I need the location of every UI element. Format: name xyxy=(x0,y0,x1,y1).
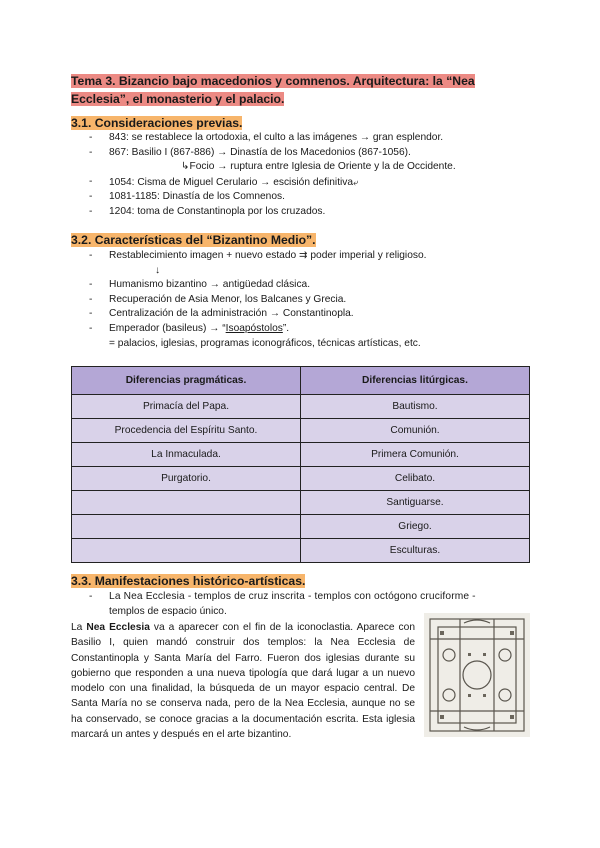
table-cell: Griego. xyxy=(301,515,530,539)
para-body: va a aparecer con el fin de la iconoclastia. Aparece con Basilio I, quien mandó construir dos templos: la Nea Ecclesia de Constantinopla y Santa María del Farro. Fueron dos iglesias durante su gobierno que responden a una nueva tipología que dará lugar a un nuevo modelo con una finalidad, la búsqueda de un mayor espacio central. De Santa María no se conserva nada, pero de la Nea Ecclesia, aunque no se ha conservado, se conoce gracias a la documentación escrita. Esta iglesia marcará un antes y después en el arte bizantino. xyxy=(71,622,415,741)
list-item: - 1204: toma de Constantinopla por los cruzados. xyxy=(71,205,531,220)
table-row xyxy=(72,539,530,563)
list-item: - Recuperación de Asia Menor, los Balcanes y Grecia. xyxy=(71,293,531,308)
section-3-1-list xyxy=(71,131,531,220)
table-header-pragmatic: Diferencias pragmáticas. xyxy=(72,367,301,395)
section-3-2-list xyxy=(71,249,531,351)
table-cell xyxy=(72,515,301,539)
list-continuation: = palacios, iglesias, programas iconográficos, técnicas artísticas, etc. xyxy=(109,337,421,349)
differences-table xyxy=(71,366,530,563)
table-cell: Celibato. xyxy=(301,467,530,491)
title-line-2: Ecclesia”, el monasterio y el palacio. xyxy=(71,92,285,106)
list-item: - Centralización de la administración → Constantinopla. xyxy=(71,307,531,322)
return-arrow-icon: ⤶ xyxy=(353,176,359,187)
table-row xyxy=(72,395,530,419)
list-continuation: templos de espacio único. xyxy=(109,605,227,617)
list-item xyxy=(71,322,531,337)
table-header-liturgical: Diferencias litúrgicas. xyxy=(301,367,530,395)
floor-plan-drawing xyxy=(424,613,530,737)
list-item: - La Nea Ecclesia - templos de cruz inscrita - templos con octógono cruciforme - xyxy=(71,590,531,605)
list-item xyxy=(71,175,531,191)
section-heading-3-2 xyxy=(71,233,316,248)
table-cell: Comunión. xyxy=(301,419,530,443)
table-cell: Primera Comunión. xyxy=(301,443,530,467)
down-arrow-icon: ↓ xyxy=(155,264,161,276)
table-cell xyxy=(72,539,301,563)
list-item-text: 1054: Cisma de Miguel Cerulario → escisión definitiva xyxy=(109,176,354,188)
section-heading-3-1 xyxy=(71,116,242,131)
table-cell: La Inmaculada. xyxy=(72,443,301,467)
floor-plan-image xyxy=(424,613,530,737)
list-item: - Restablecimiento imagen + nuevo estado ⇉ poder imperial y religioso. xyxy=(71,249,531,264)
table-header-row xyxy=(72,367,530,395)
table-cell: Bautismo. xyxy=(301,395,530,419)
section-heading-3-1-text: 3.1. Consideraciones previas. xyxy=(71,116,243,130)
section-heading-3-3-text: 3.3. Manifestaciones histórico-artísticas. xyxy=(71,574,306,588)
section-heading-3-2-text: 3.2. Características del “Bizantino Medio”. xyxy=(71,233,316,247)
title-line-1: Tema 3. Bizancio bajo macedonios y comnenos. Arquitectura: la “Nea xyxy=(71,74,475,88)
isoapostolos-term: Isoapóstolos xyxy=(225,322,283,334)
list-subitem: ↳Focio → ruptura entre Iglesia de Oriente y la de Occidente. xyxy=(181,161,456,173)
list-item: - 843: se restablece la ortodoxia, el culto a las imágenes → gran esplendor. xyxy=(71,131,531,146)
table-cell: Esculturas. xyxy=(301,539,530,563)
table-row xyxy=(72,419,530,443)
list-item-text-end: ”. xyxy=(282,322,290,334)
page-title xyxy=(71,72,529,108)
list-item: - 867: Basilio I (867-886) → Dinastía de los Macedonios (867-1056). xyxy=(71,146,531,161)
table-cell: Purgatorio. xyxy=(72,467,301,491)
list-item: - 1081-1185: Dinastía de los Comnenos. xyxy=(71,190,531,205)
table-cell: Procedencia del Espíritu Santo. xyxy=(72,419,301,443)
table-cell xyxy=(72,491,301,515)
para-bold-term: Nea Ecclesia xyxy=(86,622,150,633)
para-lead: La xyxy=(71,622,87,633)
table-row xyxy=(72,467,530,491)
table-row xyxy=(72,443,530,467)
list-item: - Humanismo bizantino → antigüedad clásica. xyxy=(71,278,531,293)
table-cell: Primacía del Papa. xyxy=(72,395,301,419)
list-item-text: Emperador (basileus) → “ xyxy=(109,322,226,334)
table-row xyxy=(72,491,530,515)
table-cell: Santiguarse. xyxy=(301,491,530,515)
table-row xyxy=(72,515,530,539)
section-heading-3-3 xyxy=(71,574,305,589)
nea-ecclesia-paragraph xyxy=(71,620,415,742)
